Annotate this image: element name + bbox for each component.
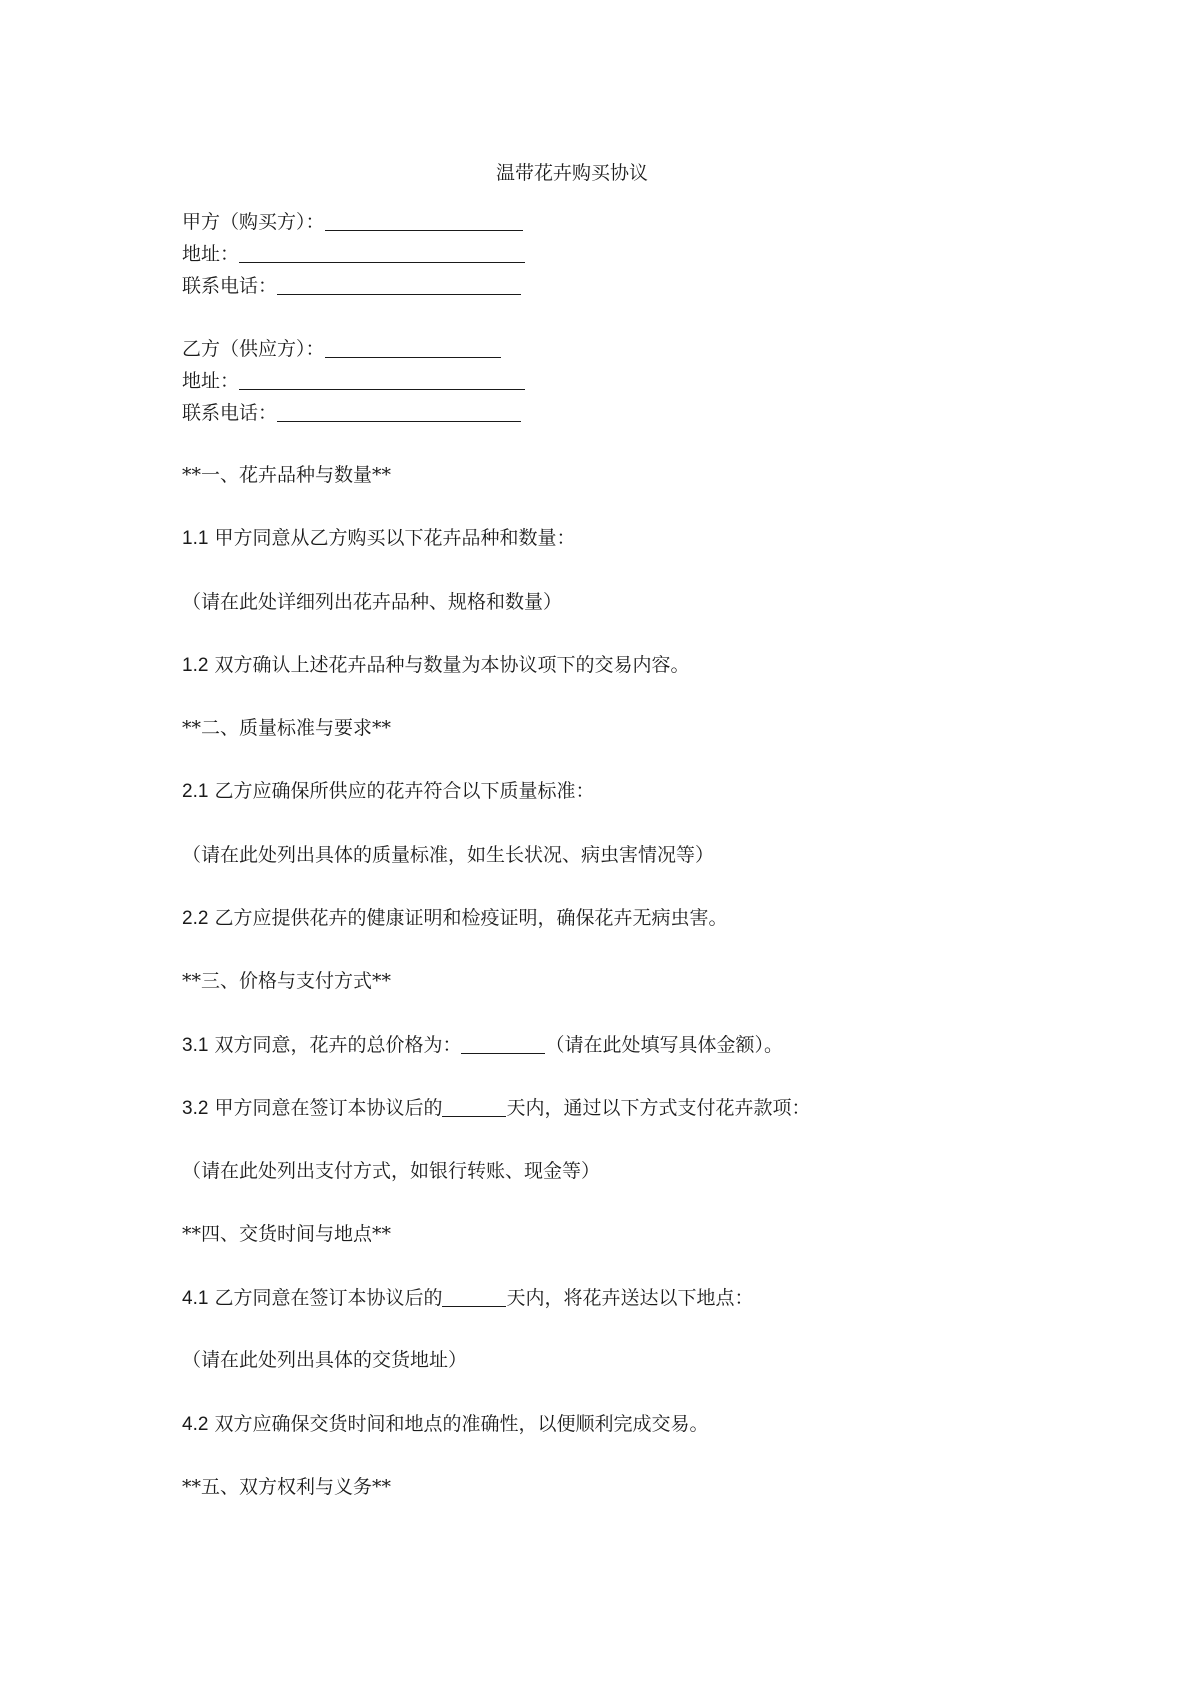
clause-2-1-number: 2.1 — [182, 781, 209, 802]
party-b-address-blank[interactable] — [239, 370, 525, 390]
total-price-blank[interactable] — [461, 1034, 545, 1054]
section-2-heading: **二、质量标准与要求** — [182, 717, 392, 739]
party-b-address-label: 地址： — [182, 370, 240, 392]
clause-3-1 — [182, 1031, 783, 1059]
clause-3-2-text-before: 甲方同意在签订本协议后的 — [214, 1097, 443, 1119]
section-1-placeholder: （请在此处详细列出花卉品种、规格和数量） — [182, 591, 563, 613]
clause-2-2-number: 2.2 — [182, 908, 209, 929]
clause-3-1-text-after: （请在此处填写具体金额）。 — [545, 1034, 783, 1056]
clause-4-2-number: 4.2 — [182, 1414, 209, 1435]
clause-1-1 — [182, 525, 575, 552]
clause-2-1-text: 乙方应确保所供应的花卉符合以下质量标准： — [214, 780, 595, 802]
section-4-heading: **四、交货时间与地点** — [182, 1223, 392, 1245]
clause-1-2-text: 双方确认上述花卉品种与数量为本协议项下的交易内容。 — [214, 654, 690, 676]
clause-3-1-number: 3.1 — [182, 1035, 209, 1056]
party-a-phone-label: 联系电话： — [182, 275, 278, 297]
clause-1-2 — [182, 652, 689, 679]
clause-2-1 — [182, 778, 594, 805]
clause-4-1-text-after: 天内，将花卉送达以下地点： — [506, 1287, 754, 1309]
clause-4-1-number: 4.1 — [182, 1288, 209, 1309]
party-b-phone-label: 联系电话： — [182, 402, 278, 424]
clause-1-1-number: 1.1 — [182, 528, 209, 549]
party-a-name-blank[interactable] — [325, 211, 523, 231]
clause-3-2-number: 3.2 — [182, 1098, 209, 1119]
section-3-placeholder: （请在此处列出支付方式，如银行转账、现金等） — [182, 1160, 601, 1182]
clause-1-2-number: 1.2 — [182, 655, 209, 676]
clause-4-1 — [182, 1284, 754, 1312]
clause-4-2-text: 双方应确保交货时间和地点的准确性，以便顺利完成交易。 — [214, 1413, 709, 1435]
clause-3-1-text-before: 双方同意，花卉的总价格为： — [214, 1034, 462, 1056]
party-b-phone-blank[interactable] — [277, 402, 521, 422]
section-1-heading: **一、花卉品种与数量** — [182, 464, 392, 486]
clause-3-2-text-after: 天内，通过以下方式支付花卉款项： — [506, 1097, 811, 1119]
section-5-heading: **五、双方权利与义务** — [182, 1476, 392, 1498]
party-b-address-line — [182, 367, 525, 394]
party-b-name-blank[interactable] — [325, 338, 501, 358]
party-a-address-blank[interactable] — [239, 243, 525, 263]
party-a-phone-line — [182, 272, 521, 299]
clause-4-1-text-before: 乙方同意在签订本协议后的 — [214, 1287, 443, 1309]
document-title: 温带花卉购买协议 — [495, 162, 648, 184]
clause-1-1-text: 甲方同意从乙方购买以下花卉品种和数量： — [214, 527, 576, 549]
party-b-name-line — [182, 335, 501, 362]
party-a-name-line — [182, 208, 523, 235]
section-3-heading: **三、价格与支付方式** — [182, 970, 392, 992]
clause-2-2-text: 乙方应提供花卉的健康证明和检疫证明，确保花卉无病虫害。 — [214, 907, 728, 929]
payment-days-blank[interactable] — [442, 1097, 506, 1117]
party-a-name-label: 甲方（购买方）： — [182, 211, 325, 233]
party-a-address-label: 地址： — [182, 243, 240, 265]
section-2-placeholder: （请在此处列出具体的质量标准，如生长状况、病虫害情况等） — [182, 844, 715, 866]
party-a-phone-blank[interactable] — [277, 275, 521, 295]
delivery-days-blank[interactable] — [442, 1287, 506, 1307]
party-b-name-label: 乙方（供应方）： — [182, 338, 325, 360]
section-4-placeholder: （请在此处列出具体的交货地址） — [182, 1349, 468, 1371]
party-a-address-line — [182, 240, 525, 267]
clause-3-2 — [182, 1094, 811, 1122]
party-b-phone-line — [182, 399, 521, 426]
clause-4-2 — [182, 1411, 708, 1438]
clause-2-2 — [182, 905, 727, 932]
